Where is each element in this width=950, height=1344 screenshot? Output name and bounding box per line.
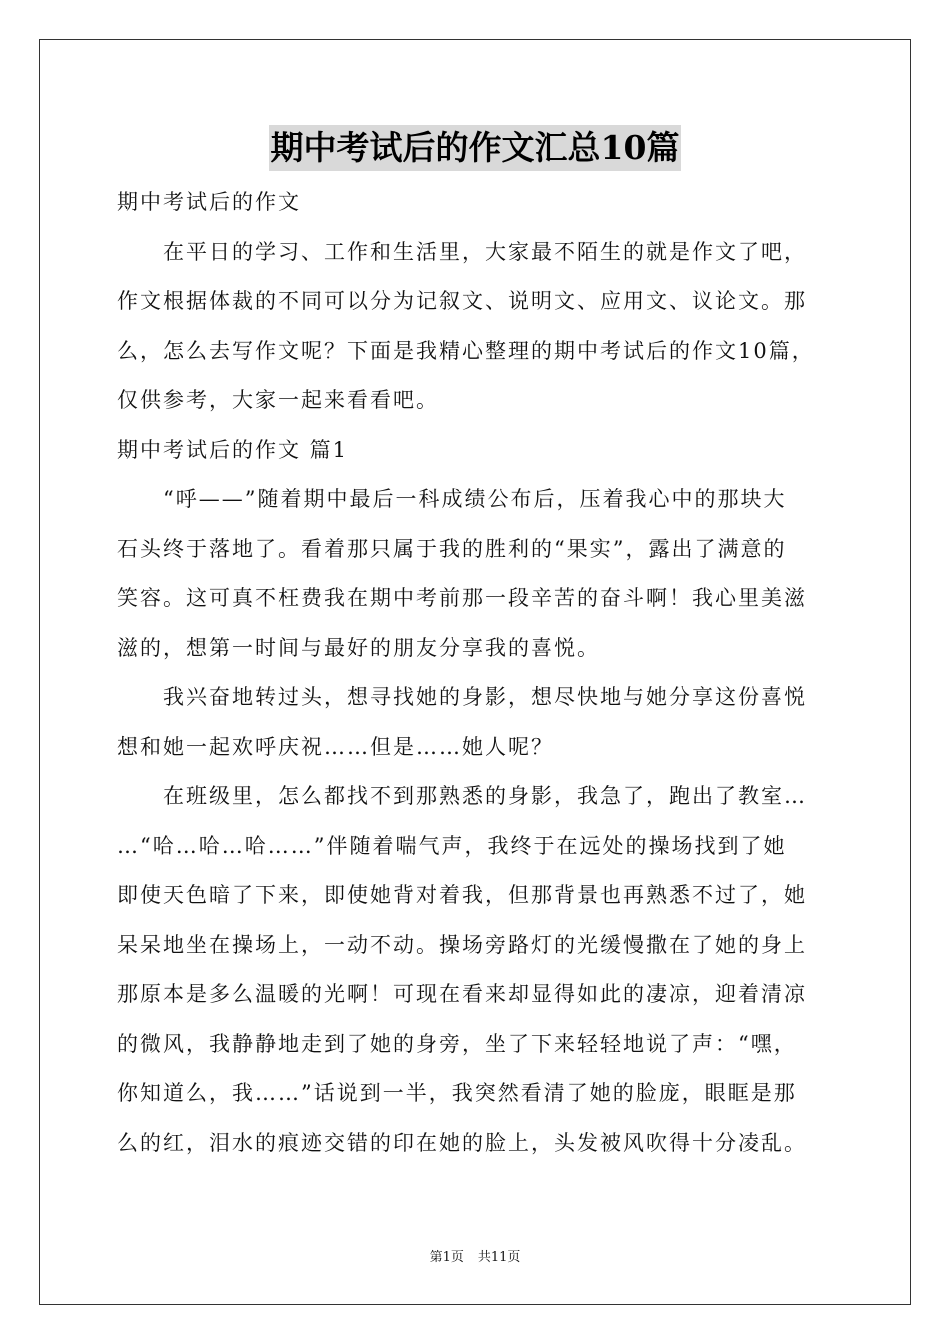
text-line: 石头终于落地了。看着那只属于我的胜利的“果实”，露出了满意的: [117, 536, 787, 561]
page-total: 共11页: [477, 1250, 521, 1265]
text-line: 呆呆地坐在操场上，一动不动。操场旁路灯的光缓慢撒在了她的身上: [117, 932, 807, 957]
text-line: 在平日的学习、工作和生活里，大家最不陌生的就是作文了吧，: [163, 239, 807, 264]
document-title: 期中考试后的作文汇总10篇: [269, 125, 682, 171]
section-heading: 期中考试后的作文 篇1: [117, 437, 349, 462]
text-line: 的微风，我静静地走到了她的身旁，坐了下来轻轻地说了声：“嘿，: [117, 1031, 797, 1056]
text-line: “呼——”随着期中最后一科成绩公布后，压着我心中的那块大: [163, 487, 787, 511]
text-line: 即使天色暗了下来，即使她背对着我，但那背景也再熟悉不过了，她: [117, 883, 807, 907]
text-line: 你知道么，我……”话说到一半，我突然看清了她的脸庞，眼眶是那: [117, 1081, 797, 1105]
text-line: …“哈…哈…哈……”伴随着喘气声，我终于在远处的操场找到了她: [117, 833, 787, 858]
page-number: 第1页: [429, 1250, 464, 1265]
text-line: 那原本是多么温暖的光啊！可现在看来却显得如此的凄凉，迎着清凉: [117, 982, 807, 1006]
text-line: 我兴奋地转过头，想寻找她的身影，想尽快地与她分享这份喜悦: [163, 685, 807, 709]
page-footer: [0, 1248, 950, 1268]
text-line: 仅供参考，大家一起来看看吧。: [117, 388, 439, 412]
text-line: 想和她一起欢呼庆祝……但是……她人呢？: [117, 734, 554, 759]
text-line: 滋的，想第一时间与最好的朋友分享我的喜悦。: [117, 635, 600, 660]
text-line: 笑容。这可真不枉费我在期中考前那一段辛苦的奋斗啊！我心里美滋: [117, 586, 807, 610]
section-heading: 期中考试后的作文: [117, 190, 301, 214]
document-title-wrapper: [0, 125, 950, 177]
document-body: [117, 178, 837, 1168]
text-line: 作文根据体裁的不同可以分为记叙文、说明文、应用文、议论文。那: [117, 289, 807, 313]
text-line: 在班级里，怎么都找不到那熟悉的身影，我急了，跑出了教室…: [163, 784, 807, 808]
text-line: 么，怎么去写作文呢？下面是我精心整理的期中考试后的作文10篇，: [117, 338, 815, 363]
text-line: 么的红，泪水的痕迹交错的印在她的脸上，头发被风吹得十分凌乱。: [117, 1130, 807, 1155]
